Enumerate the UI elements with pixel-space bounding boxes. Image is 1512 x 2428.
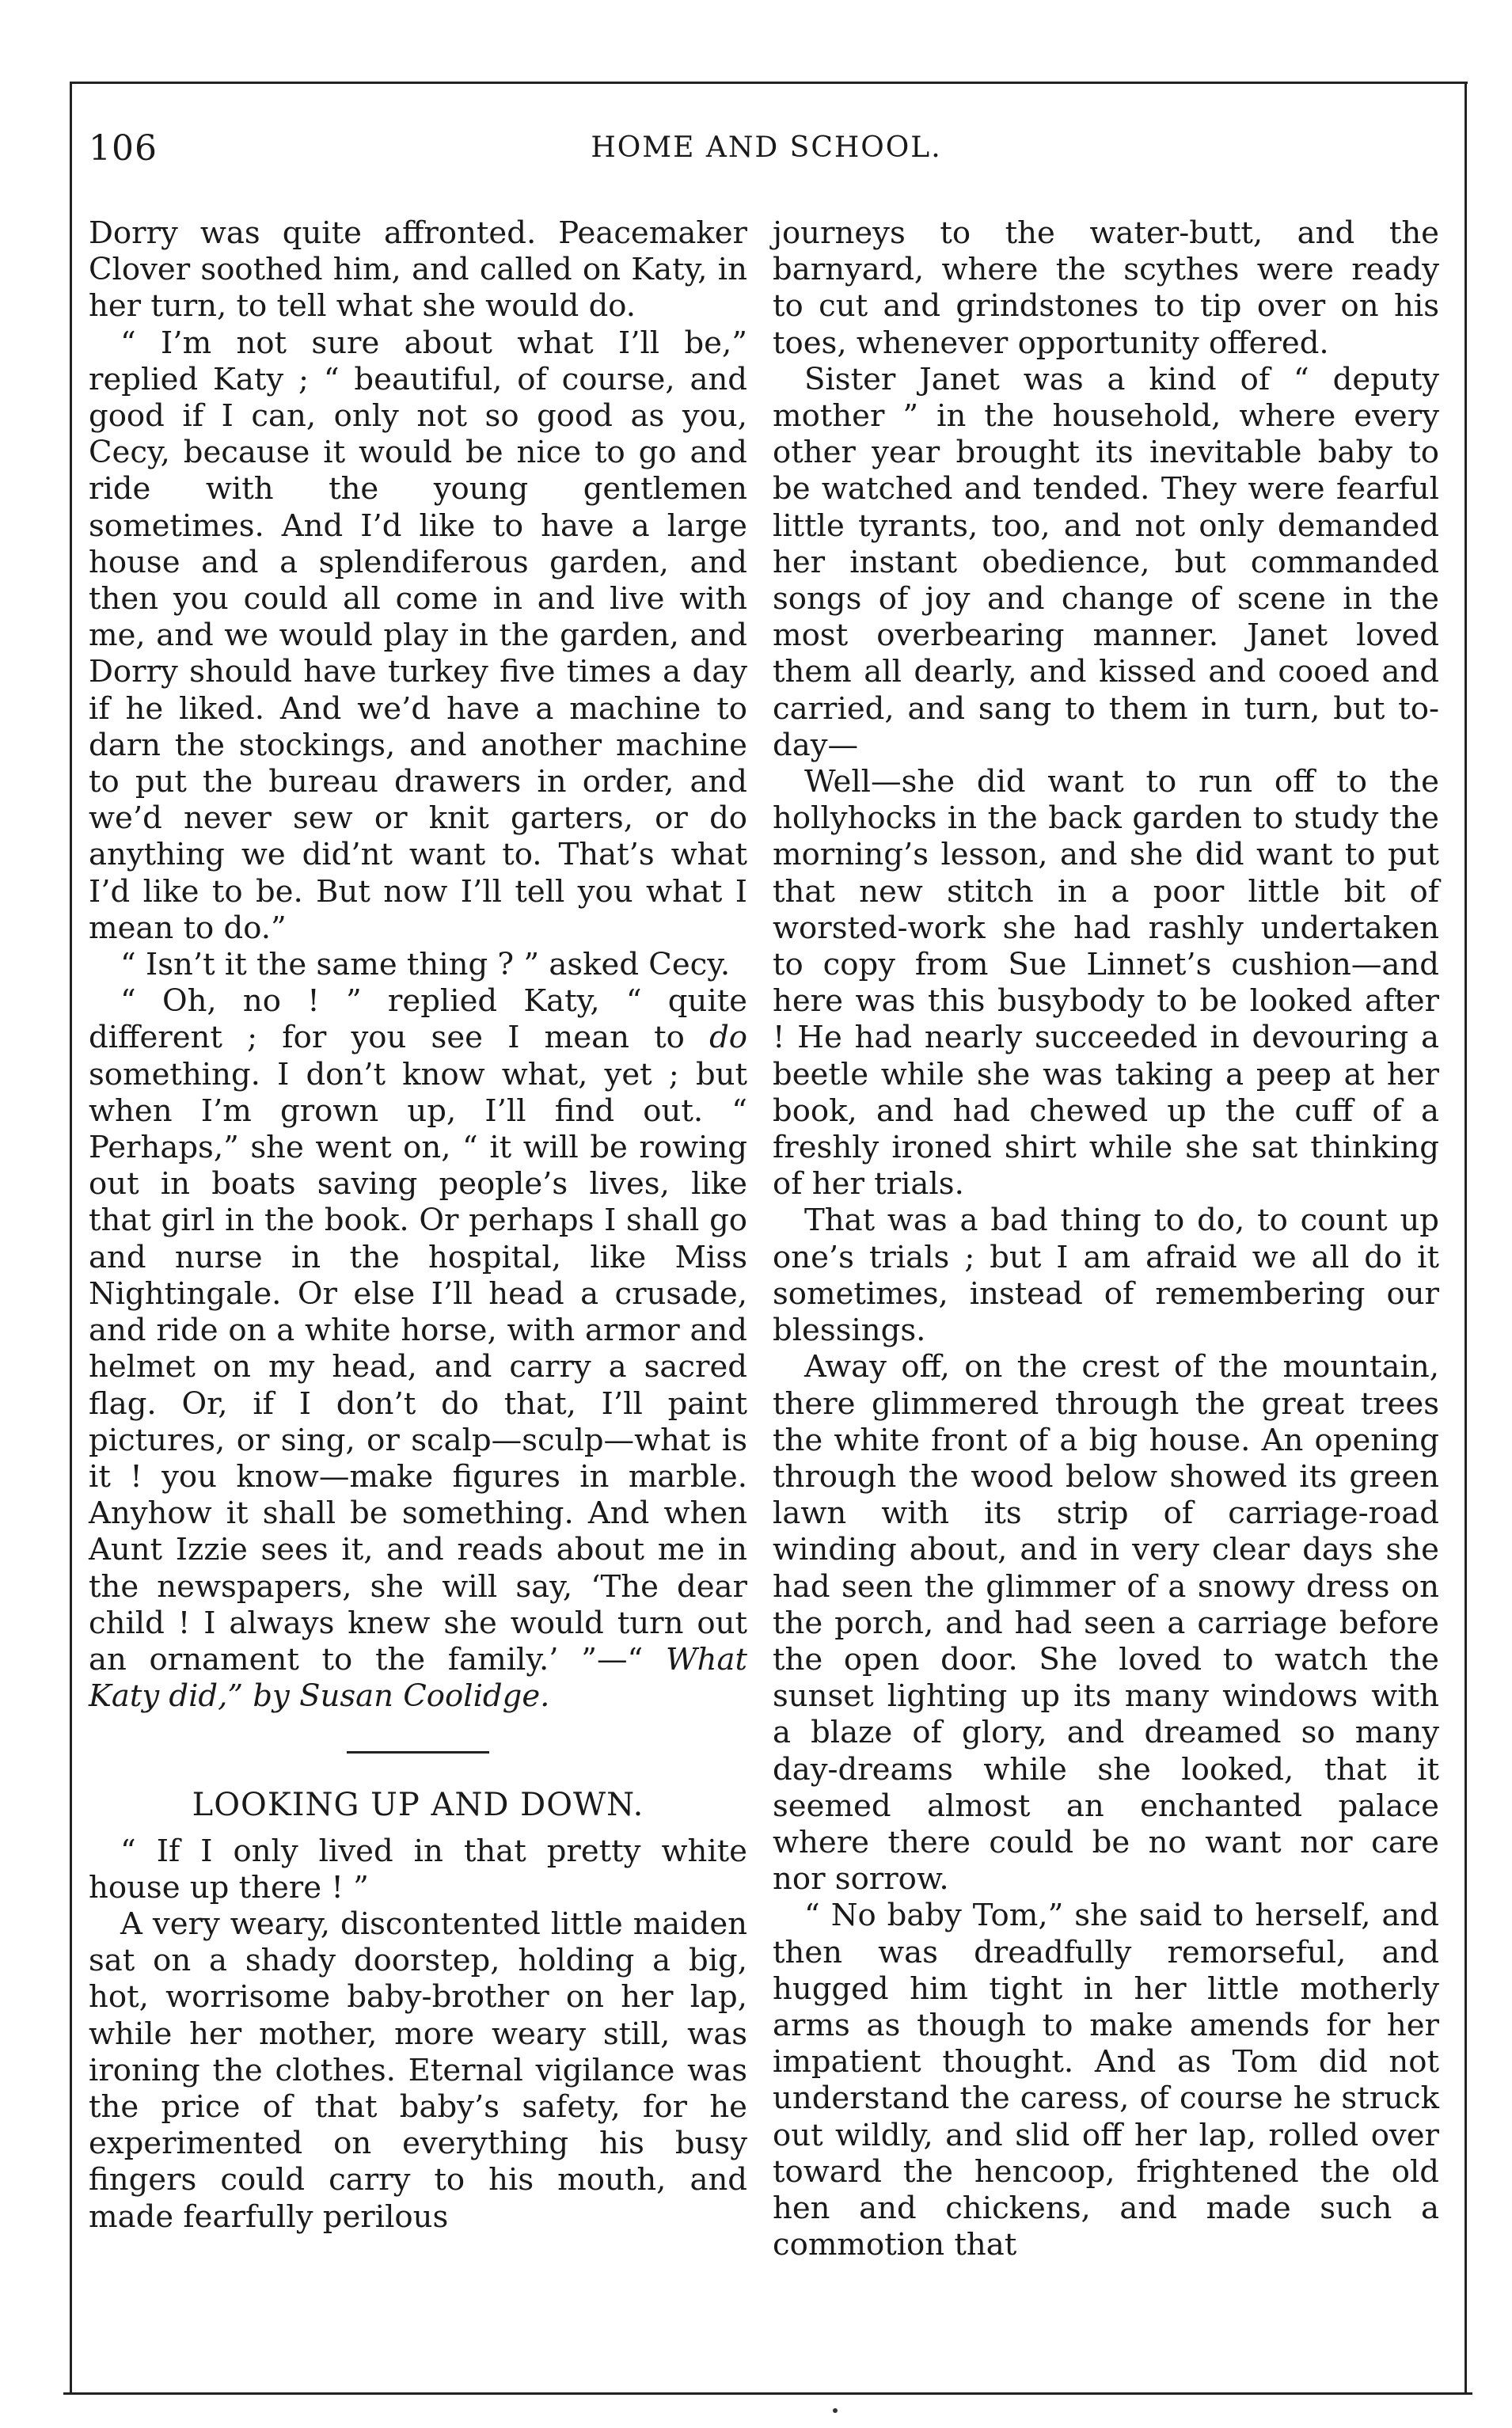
left-frame-rule — [70, 82, 72, 2395]
paragraph: Well—she did want to run off to the hollyhocks in the back garden to study the morning’s lesson, and she did want to put that new stitch in a poor little bit of worsted-work she had rashly undertaken to copy from Sue Linnet’s cushion—and here was this busybody to be looked after ! He had nearly succeeded in devouring a beetle while she was taking a peep at her book, and had chewed up the cuff of a freshly ironed shirt while she sat thinking of her trials. — [773, 764, 1439, 1203]
emphasis-text: do — [709, 1020, 747, 1056]
section-divider — [347, 1751, 489, 1754]
top-rule — [70, 82, 1468, 84]
paragraph: Dorry was quite affronted. Peacemaker Clover soothed him, and called on Katy, in her turn, to tell what she would do. — [89, 215, 747, 325]
paragraph-text: something. I don’t know what, yet ; but when I’m grown up, I’ll find out. “ Perhaps,” she went on, “ it will be rowing out in boats saving people’s lives, like that girl in the book. Or perhaps I shall go and nurse in the hospital, like Miss Nightingale. Or else I’ll head a crusade, and ride on a white horse, with armor and helmet on my head, and carry a sacred flag. Or, if I don’t do that, I’ll paint pictures, or sing, or scalp—sculp—what is it ! you know—make figures in marble. Anyhow it shall be something. And when Aunt Izzie sees it, and reads about me in the newspapers, she will say, ‘The dear child ! I always knew she would turn out an ornament to the family.’ ”—“ — [89, 1056, 747, 1678]
left-column — [89, 215, 747, 2236]
paragraph: “ Isn’t it the same thing ? ” asked Cecy. — [120, 947, 731, 983]
bottom-rule — [63, 2392, 1472, 2395]
right-column — [773, 215, 1439, 2263]
paragraph: “ I’m not sure about what I’ll be,” replied Katy ; “ beautiful, of course, and good if I can, only not so good as you, Cecy, because it would be nice to go and ride with the young gentlemen sometimes. And I’d like to have a large house and a splendiferous garden, and then you could all come in and live with me, and we would play in the garden, and Dorry should have turkey five times a day if he liked. And we’d have a machine to darn the stockings, and another machine to put the bureau drawers in order, and we’d never sew or knit garters, or do anything we did’nt want to. That’s what I’d like to be. But now I’ll tell you what I mean to do.” — [89, 325, 747, 946]
paragraph: “ If I only lived in that pretty white house up there ! ” — [89, 1833, 747, 1906]
paragraph: A very weary, discontented little maiden sat on a shady doorstep, holding a big, hot, worrisome baby-brother on her lap, while her mother, more weary still, was ironing the clothes. Eternal vigilance was the price of that baby’s safety, for he experimented on everything his busy fingers could carry to his mouth, and made fearfully perilous — [89, 1906, 747, 2235]
page-number: 106 — [89, 128, 158, 169]
paragraph-text: “ Oh, no ! ” replied Katy, “ quite different ; for you see I mean to — [89, 983, 747, 1056]
citation: What Katy did,” by Susan Coolidge. — [89, 1641, 747, 1715]
page-header — [89, 128, 1444, 176]
paragraph: Sister Janet was a kind of “ deputy mother ” in the household, where every other year brought its inevitable baby to be watched and tended. They were fearful little tyrants, too, and not only demanded her instant obedience, but commanded songs of joy and change of scene in the most overbearing manner. Janet loved them all dearly, and kissed and cooed and carried, and sang to them in turn, but to-day— — [773, 361, 1439, 763]
paragraph — [89, 983, 747, 1715]
section-title: LOOKING UP AND DOWN. — [192, 1787, 644, 1824]
paragraph: That was a bad thing to do, to count up one’s trials ; but I am afraid we all do it sometimes, instead of remembering our blessings. — [773, 1203, 1439, 1349]
paragraph: “ No baby Tom,” she said to herself, and then was dreadfully remorseful, and hugged him tight in her little motherly arms as though to make amends for her impatient thought. And as Tom did not understand the caress, of course he struck out wildly, and slid off her lap, rolled over toward the hencoop, frightened the old hen and chickens, and made such a commotion that — [773, 1898, 1439, 2263]
footer-mark — [833, 2408, 838, 2413]
paragraph: Away off, on the crest of the mountain, there glimmered through the great trees the white front of a big house. An opening through the wood below showed its green lawn with its strip of carriage-road winding about, and in very clear days she had seen the glimmer of a snowy dress on the porch, and had seen a carriage before the open door. She loved to watch the sunset lighting up its many windows with a blaze of glory, and dreamed so many day-dreams while she looked, that it seemed almost an enchanted palace where there could be no want nor care nor sorrow. — [773, 1349, 1439, 1898]
running-title: HOME AND SCHOOL. — [591, 131, 942, 164]
right-frame-rule — [1465, 82, 1467, 2395]
paragraph: journeys to the water-butt, and the barnyard, where the scythes were ready to cut and grindstones to tip over on his toes, whenever opportunity offered. — [773, 215, 1439, 361]
